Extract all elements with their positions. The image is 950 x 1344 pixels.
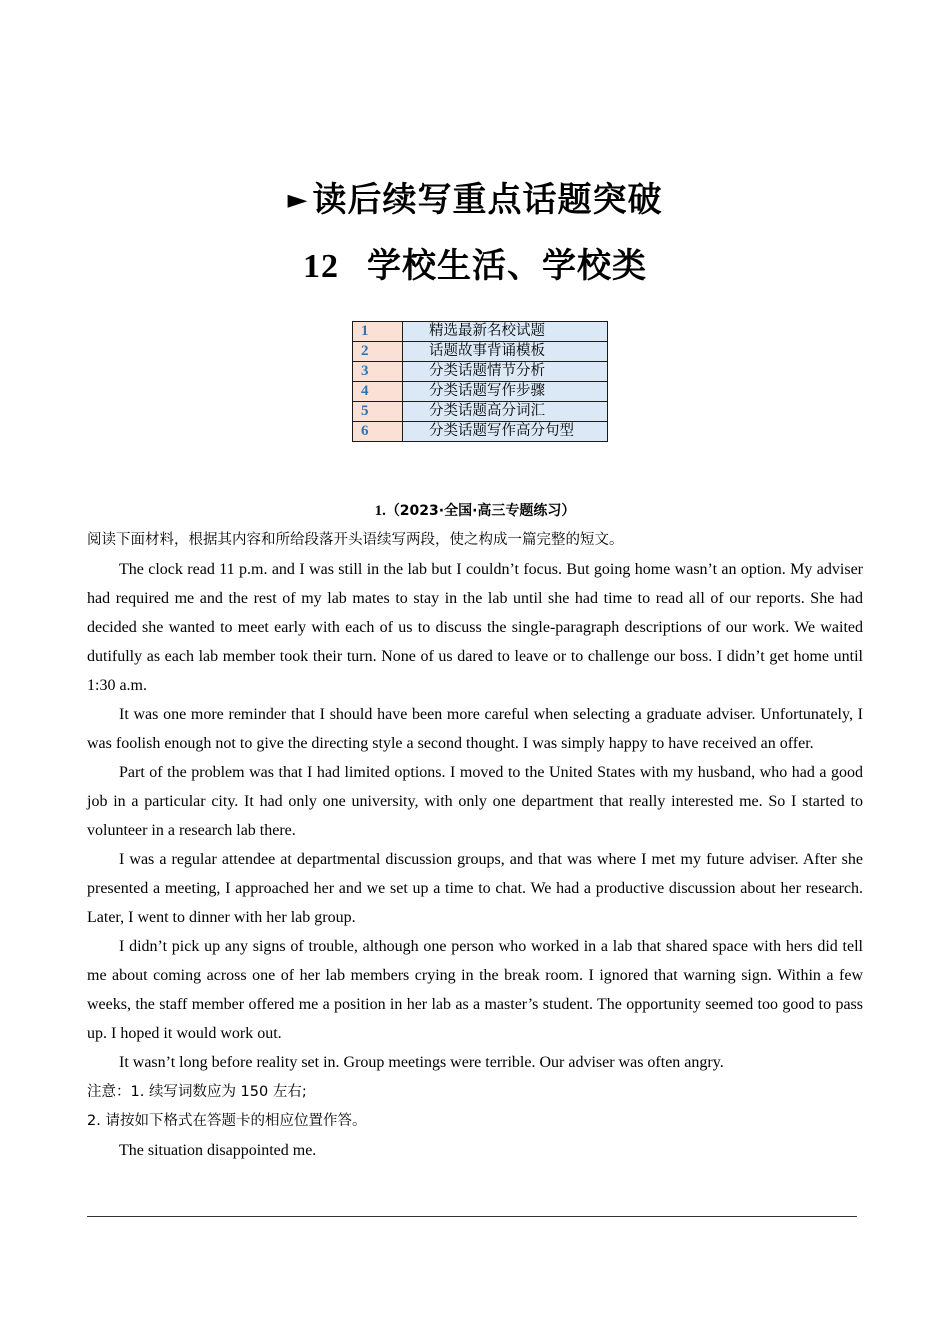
passage-paragraph: Part of the problem was that I had limited options. I moved to the United States with my husband, who had a good job in a particular city. It had only one university, with only one department that really interested me. So I started to volunteer in a research lab there. [87, 764, 863, 839]
toc-number: 6 [353, 422, 403, 442]
question-heading [0, 500, 950, 520]
note-2: 2. 请按如下格式在答题卡的相应位置作答。 [87, 1113, 367, 1129]
passage-paragraph: I was a regular attendee at departmental discussion groups, and that was where I met my future adviser. After she presented a meeting, I approached her and we set up a time to chat. We had a productive discussion about her research. Later, I went to dinner with her lab group. [87, 851, 863, 926]
topic-title-text: 学校生活、学校类 [367, 246, 647, 286]
toc-label: 分类话题写作高分句型 [403, 422, 608, 442]
topic-number: 12 [303, 248, 339, 285]
toc-number: 1 [353, 322, 403, 342]
question-number: 1. [374, 503, 386, 519]
toc-number: 3 [353, 362, 403, 382]
answer-line [87, 1216, 857, 1217]
table-row [353, 422, 608, 442]
toc-label: 精选最新名校试题 [403, 322, 608, 342]
toc-number: 4 [353, 382, 403, 402]
passage-paragraph: It was one more reminder that I should have been more careful when selecting a graduate adviser. Unfortunately, I was foolish enough not to give the directing style a second thought. I was simply happy to have received an offer. [87, 706, 863, 752]
contents-table [352, 321, 608, 442]
table-row [353, 362, 608, 382]
question-source: （2023·全国·高三专题练习） [385, 503, 576, 519]
note-line-1 [87, 1077, 863, 1107]
table-row [353, 402, 608, 422]
continuation-start: The situation disappointed me. [119, 1142, 317, 1159]
toc-label: 分类话题情节分析 [403, 362, 608, 382]
toc-label: 分类话题高分词汇 [403, 402, 608, 422]
table-row [353, 382, 608, 402]
toc-number: 2 [353, 342, 403, 362]
passage-paragraph: I didn’t pick up any signs of trouble, although one person who worked in a lab that shared space with hers did tell me about coming across one of her lab members crying in the break room. I ignored that warning sign. Within a few weeks, the staff member offered me a position in her lab as a master’s student. The opportunity seemed too good to pass up. I hoped it would work out. [87, 938, 863, 1042]
toc-label: 话题故事背诵模板 [403, 342, 608, 362]
triangle-icon: ► [287, 185, 309, 215]
passage-paragraph: The clock read 11 p.m. and I was still in the lab but I couldn’t focus. But going home wasn’t an option. My adviser had required me and the rest of my lab mates to stay in the lab until she had time to read all of our reports. She had decided she wanted to meet early with each of us to discuss the single-paragraph descriptions of our work. We waited dutifully as each lab member took their turn. None of us dared to leave or to challenge our boss. I didn’t get home until 1:30 a.m. [87, 561, 863, 694]
toc-number: 5 [353, 402, 403, 422]
table-row [353, 342, 608, 362]
note-label: 注意： [87, 1084, 131, 1100]
main-title [0, 172, 950, 221]
note-1: 1. 续写词数应为 150 左右; [130, 1084, 307, 1100]
passage [87, 526, 863, 1165]
passage-paragraph: It wasn’t long before reality set in. Group meetings were terrible. Our adviser was often angry. [119, 1054, 724, 1071]
instruction-text: 阅读下面材料，根据其内容和所给段落开头语续写两段，使之构成一篇完整的短文。 [87, 532, 624, 548]
toc-label: 分类话题写作步骤 [403, 382, 608, 402]
topic-title [0, 238, 950, 287]
main-title-text: 读后续写重点话题突破 [312, 180, 663, 220]
table-row [353, 322, 608, 342]
